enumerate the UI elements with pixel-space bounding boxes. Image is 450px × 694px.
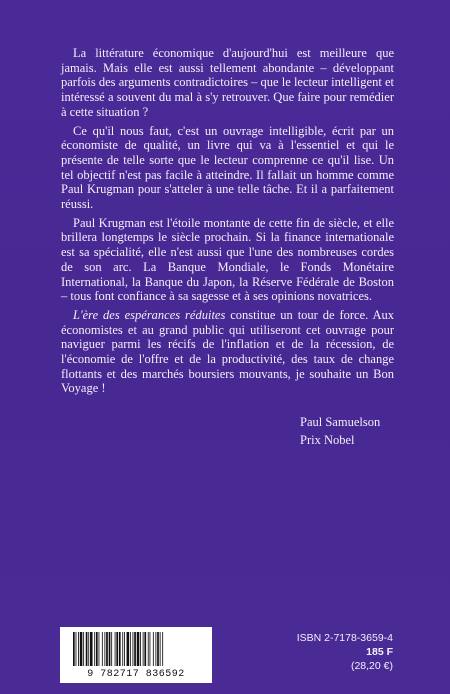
barcode-bar: [86, 632, 88, 666]
barcode-bar: [143, 632, 144, 666]
barcode-bar: [137, 632, 140, 666]
barcode-bar: [116, 632, 118, 666]
barcode-bar: [134, 632, 136, 666]
barcode-bar: [90, 632, 93, 666]
barcode-bar: [133, 632, 134, 666]
barcode-bars: [71, 632, 201, 666]
price-francs: 185 F: [366, 646, 393, 658]
barcode-bar: [104, 632, 105, 666]
barcode-bar: [160, 632, 161, 666]
barcode-bar: [96, 632, 98, 666]
barcode-bar: [88, 632, 89, 666]
signature: [300, 413, 380, 449]
book-info: [297, 631, 393, 673]
blurb-text: [61, 46, 394, 400]
barcode-bar: [127, 632, 130, 666]
barcode-bar: [119, 632, 121, 666]
barcode-bar: [144, 632, 146, 666]
barcode-bar: [115, 632, 116, 666]
barcode-bar: [111, 632, 112, 666]
price-euros: (28,20 €): [350, 660, 393, 672]
blurb-paragraph-4-text: constitue un tour de force. Aux économistes et au grand public qui utiliseront cet ouvrage pour naviguer parmi les récifs de l'inflation et de la récession, de l'économie de l'offre et de la productivité, des taux de change flottants et des marchés boursiers mouvants, je souhaite un Bon Voyage !: [61, 307, 394, 396]
isbn-label: ISBN 2-7178-3659-4: [296, 632, 393, 644]
blurb-paragraph-4: [61, 308, 394, 396]
book-title-italic: L'ère des espérances réduites: [73, 307, 226, 322]
barcode-bar: [99, 632, 100, 666]
barcode-bar: [80, 632, 83, 666]
barcode-bar: [76, 632, 77, 666]
barcode-bar: [124, 632, 125, 666]
barcode-bar: [150, 632, 151, 666]
blurb-paragraph-2: Ce qu'il nous faut, c'est un ouvrage intelligible, écrit par un économiste de qualité, un livre qui va à l'essentiel et qui le présente de telle sorte que le lecteur comprenne ce qu'il lise. Un tel objectif n'est pas facile à atteindre. Il fallait un homme comme Paul Krugman pour s'atteler à une telle tâche. Et il a parfaitement réussi.: [61, 123, 394, 212]
barcode-bar: [162, 632, 163, 666]
barcode-bar: [153, 632, 154, 666]
barcode-bar: [94, 632, 95, 666]
barcode-bar: [102, 632, 103, 666]
barcode-bar: [155, 632, 156, 666]
barcode-bar: [83, 632, 84, 666]
blurb-paragraph-3: Paul Krugman est l'étoile montante de cette fin de siècle, et elle brillera longtemps le siècle prochain. Si la finance internationale est sa spécialité, elle n'est aussi que l'une des nombreuses cordes de son arc. La Banque Mondiale, le Fonds Monétaire International, la Banque du Japon, la Réserve Fédérale de Boston – tous font confiance à sa sagesse et à ses opinions novatrices.: [61, 215, 394, 304]
blurb-paragraph-1: La littérature économique d'aujourd'hui est meilleure que jamais. Mais elle est aussi tellement abondante – développant parfois des arguments contradictoires – que le lecteur intelligent et intéressé a souvent du mal à s'y retrouver. Que faire pour remédier à cette situation ?: [61, 46, 394, 119]
barcode: [60, 627, 212, 683]
barcode-bar: [109, 632, 111, 666]
barcode-bar: [78, 632, 79, 666]
signature-name: Paul Samuelson: [300, 415, 381, 429]
barcode-bar: [73, 632, 75, 666]
barcode-bar: [148, 632, 149, 666]
barcode-bar: [122, 632, 123, 666]
barcode-bar: [140, 632, 141, 666]
signature-title: Prix Nobel: [300, 433, 355, 447]
barcode-bar: [106, 632, 108, 666]
barcode-bar: [157, 632, 159, 666]
barcode-digits: 9 782717 836592: [87, 669, 185, 680]
barcode-bar: [130, 632, 131, 666]
